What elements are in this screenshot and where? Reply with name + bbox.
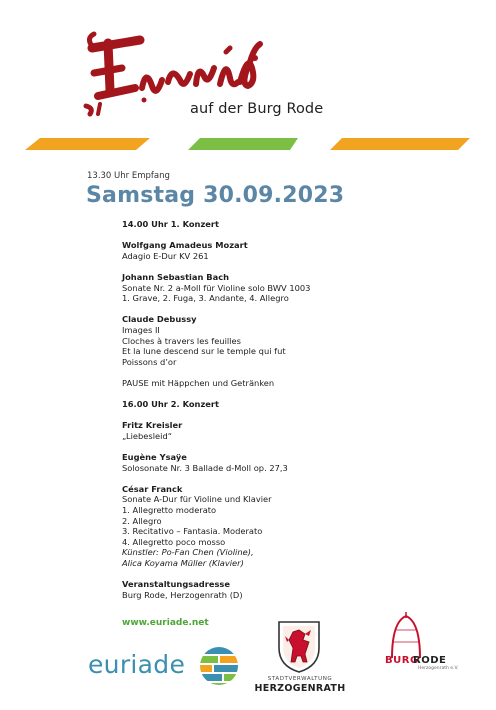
work-line: Et la lune descend sur le temple qui fut <box>122 346 286 357</box>
venue-block <box>122 579 452 600</box>
work-title: Adagio E-Dur KV 261 <box>122 250 209 261</box>
venue-label: Veranstaltungsadresse <box>122 579 230 590</box>
program-item-franck <box>122 484 452 569</box>
composer-name: Eugène Ysaÿe <box>122 452 187 463</box>
work-title: Solosonate Nr. 3 Ballade d-Moll op. 27,3 <box>122 462 288 473</box>
program-item-mozart <box>122 240 452 261</box>
burg-rode-subtitle: Herzogenrath e.V. <box>418 666 459 671</box>
artists-line: Alica Koyama Müller (Klavier) <box>122 558 244 568</box>
pause-note: PAUSE mit Häppchen und Getränken <box>122 377 275 388</box>
euriade-wordmark: euriade <box>88 650 186 679</box>
work-title: Sonate A-Dur für Violine und Klavier <box>122 494 272 505</box>
composer-name: Fritz Kreisler <box>122 420 183 431</box>
date-heading: Samstag 30.09.2023 <box>86 183 345 208</box>
stadtverwaltung-label: STADTVERWALTUNG <box>267 676 333 682</box>
program-item-ysaye <box>122 452 452 473</box>
burg-rode-wordmark-dark: RODE <box>413 655 447 666</box>
program-item-bach <box>122 272 452 304</box>
herzogenrath-crest-icon <box>275 618 323 674</box>
work-title: Sonate Nr. 2 a-Moll für Violine solo BWV 1003 <box>122 282 311 293</box>
program <box>122 219 452 611</box>
work-movement: 4. Allegretto poco mosso <box>122 536 226 547</box>
work-movement: 1. Allegretto moderato <box>122 505 217 516</box>
website-link[interactable]: www.euriade.net <box>122 618 209 628</box>
work-movements: 1. Grave, 2. Fuga, 3. Andante, 4. Allegro <box>122 293 289 304</box>
herzogenrath-label: HERZOGENRATH <box>254 683 346 694</box>
work-title: Images II <box>122 324 160 335</box>
burg-rode-wordmark-red: BURG <box>385 655 419 666</box>
composer-name: Wolfgang Amadeus Mozart <box>122 240 248 251</box>
work-line: Poissons d’or <box>122 356 177 367</box>
program-item-debussy <box>122 314 452 367</box>
euriade-globe-icon <box>198 645 240 687</box>
concert-1-heading: 14.00 Uhr 1. Konzert <box>122 219 219 229</box>
venue-address: Burg Rode, Herzogenrath (D) <box>122 589 243 600</box>
composer-name: Claude Debussy <box>122 314 197 325</box>
header-subtitle: auf der Burg Rode <box>190 101 324 117</box>
composer-name: Johann Sebastian Bach <box>122 271 230 282</box>
work-line: Cloches à travers les feuilles <box>122 335 241 346</box>
concert-2-heading: 16.00 Uhr 2. Konzert <box>122 399 219 410</box>
artists-line: Künstler: Po-Fan Chen (Violine), <box>122 547 254 558</box>
composer-name: César Franck <box>122 483 183 494</box>
program-item-kreisler <box>122 420 452 441</box>
reception-time: 13.30 Uhr Empfang <box>87 171 170 181</box>
work-movement: 2. Allegro <box>122 515 162 526</box>
work-title: „Liebesleid“ <box>122 430 173 441</box>
colour-band <box>0 135 496 147</box>
work-movement: 3. Recitativo – Fantasia. Moderato <box>122 526 263 537</box>
